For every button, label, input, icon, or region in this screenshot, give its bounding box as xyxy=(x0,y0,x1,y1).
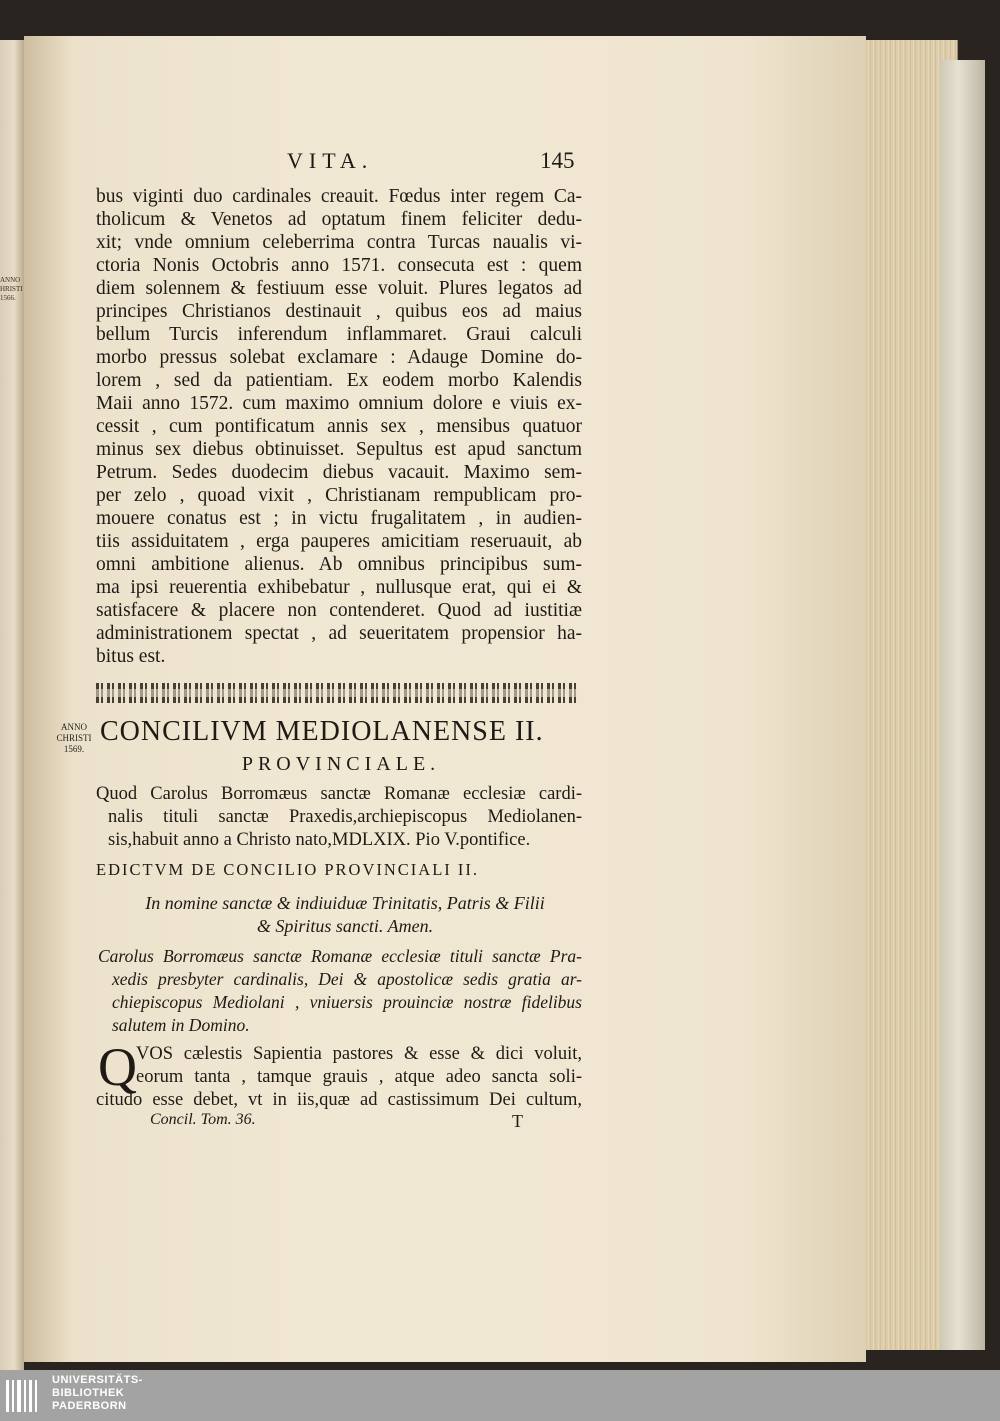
ornament-band xyxy=(96,683,580,703)
signature-mark: T xyxy=(512,1111,523,1131)
text-line: minus sex diebus obtinuisset. Sepultus est apud sanctum xyxy=(96,439,582,460)
text-line: omni ambitione alienus. Ab omnibus principibus sum- xyxy=(96,554,582,575)
margin-note-line: ANNO xyxy=(0,276,21,284)
text-line: diem solennem & festiuum esse voluit. Plures legatos ad xyxy=(96,278,582,299)
intro-paragraph xyxy=(96,783,582,852)
closing-paragraph xyxy=(136,1043,582,1089)
text-line: principes Christianos destinauit , quibus eos ad maius xyxy=(96,301,582,322)
text-line: tholicum & Venetos ad optatum finem feliciter dedu- xyxy=(96,209,582,230)
text-line: bus viginti duo cardinales creauit. Fœdus inter regem Ca- xyxy=(96,186,582,207)
section-subtitle: PROVINCIALE. xyxy=(241,753,441,775)
text-line: xit; vnde omnium celeberrima contra Turcas naualis vi- xyxy=(96,232,582,253)
library-name-line: PADERBORN xyxy=(52,1400,127,1412)
text-line: citudo esse debet, vt in iis,quæ ad castissimum Dei cultum, xyxy=(96,1090,582,1110)
text-line: mouere conatus est ; in victu frugalitatem , in audien- xyxy=(96,508,582,529)
running-head: VITA. xyxy=(287,148,374,173)
signature-line: Concil. Tom. 36. xyxy=(150,1111,256,1128)
address-paragraph xyxy=(98,945,582,1037)
page-number: 145 xyxy=(540,148,575,173)
text-line: lorem , sed da patientiam. Ex eodem morbo Kalendis xyxy=(96,370,582,391)
barcode-logo-icon xyxy=(4,1376,44,1416)
text-line: morbo pressus solebat exclamare : Adauge Domine do- xyxy=(96,347,582,368)
text-line: eorum tanta , tamque grauis , atque adeo sancta soli- xyxy=(136,1067,582,1087)
text-line: Maii anno 1572. cum maximo omnium dolore e viuis ex- xyxy=(96,393,582,414)
section-title: CONCILIVM MEDIOLANENSE II. xyxy=(100,716,544,747)
invocation xyxy=(110,892,580,938)
text-line: bitus est. xyxy=(96,646,166,667)
text-line: ma ipsi reuerentia exhibebatur , nullusque erat, qui ei & xyxy=(96,577,582,598)
council-margin-note xyxy=(50,722,98,755)
left-page-edge xyxy=(0,40,24,1370)
margin-note-line: 1569. xyxy=(63,744,85,754)
margin-note-line: 1566. xyxy=(0,294,16,302)
text-line: cessit , cum pontificatum annis sex , mensibus quatuor xyxy=(96,416,582,437)
book-cover-edge xyxy=(940,60,985,1350)
text-line: VOS cælestis Sapientia pastores & esse & dici voluit, xyxy=(136,1044,582,1064)
body-paragraph xyxy=(96,185,582,668)
text-line: nalis tituli sanctæ Praxedis,archiepiscopus Mediolanen- xyxy=(108,807,582,827)
drop-cap: Q xyxy=(98,1037,137,1097)
text-line: satisfacere & placere non contenderet. Quod ad iustitiæ xyxy=(96,600,582,621)
margin-note-line: ANNO xyxy=(61,722,87,732)
text-line: administrationem spectat , ad seueritatem propensior ha- xyxy=(96,623,582,644)
text-line: Carolus Borromæus sanctæ Romanæ ecclesiæ tituli sanctæ Pra- xyxy=(98,946,582,966)
text-line: Petrum. Sedes duodecim diebus vacauit. Maximo sem- xyxy=(96,462,582,483)
library-name xyxy=(52,1374,252,1413)
text-line: per zelo , quoad vixit , Christianam rempublicam pro- xyxy=(96,485,582,506)
text-line: In nomine sanctæ & indiuiduæ Trinitatis, Patris & Filii xyxy=(145,893,545,913)
library-name-line: UNIVERSITÄTS- xyxy=(52,1374,143,1386)
text-line: tiis assiduitatem , erga pauperes amicitiam reseruauit, ab xyxy=(96,531,582,552)
text-line: & Spiritus sancti. Amen. xyxy=(256,916,434,936)
left-margin-note xyxy=(0,276,24,303)
text-line: salutem in Domino. xyxy=(112,1015,250,1035)
text-line: ctoria Nonis Octobris anno 1571. consecuta est : quem xyxy=(96,255,582,276)
margin-note-line: HRISTI xyxy=(0,285,23,293)
margin-note-line: CHRISTI xyxy=(56,733,92,743)
text-line: chiepiscopus Mediolani , vniuersis prouinciæ nostræ fidelibus xyxy=(112,992,582,1012)
text-line: bellum Turcis inferendum inflammaret. Graui calculi xyxy=(96,324,582,345)
edict-heading: EDICTVM DE CONCILIO PROVINCIALI II. xyxy=(96,860,480,879)
text-line: Quod Carolus Borromæus sanctæ Romanæ ecclesiæ cardi- xyxy=(96,784,582,804)
text-line: xedis presbyter cardinalis, Dei & apostolicæ sedis gratia ar- xyxy=(112,969,582,989)
text-line: sis,habuit anno a Christo nato,MDLXIX. Pio V.pontifice. xyxy=(108,830,531,850)
library-name-line: BIBLIOTHEK xyxy=(52,1387,125,1399)
